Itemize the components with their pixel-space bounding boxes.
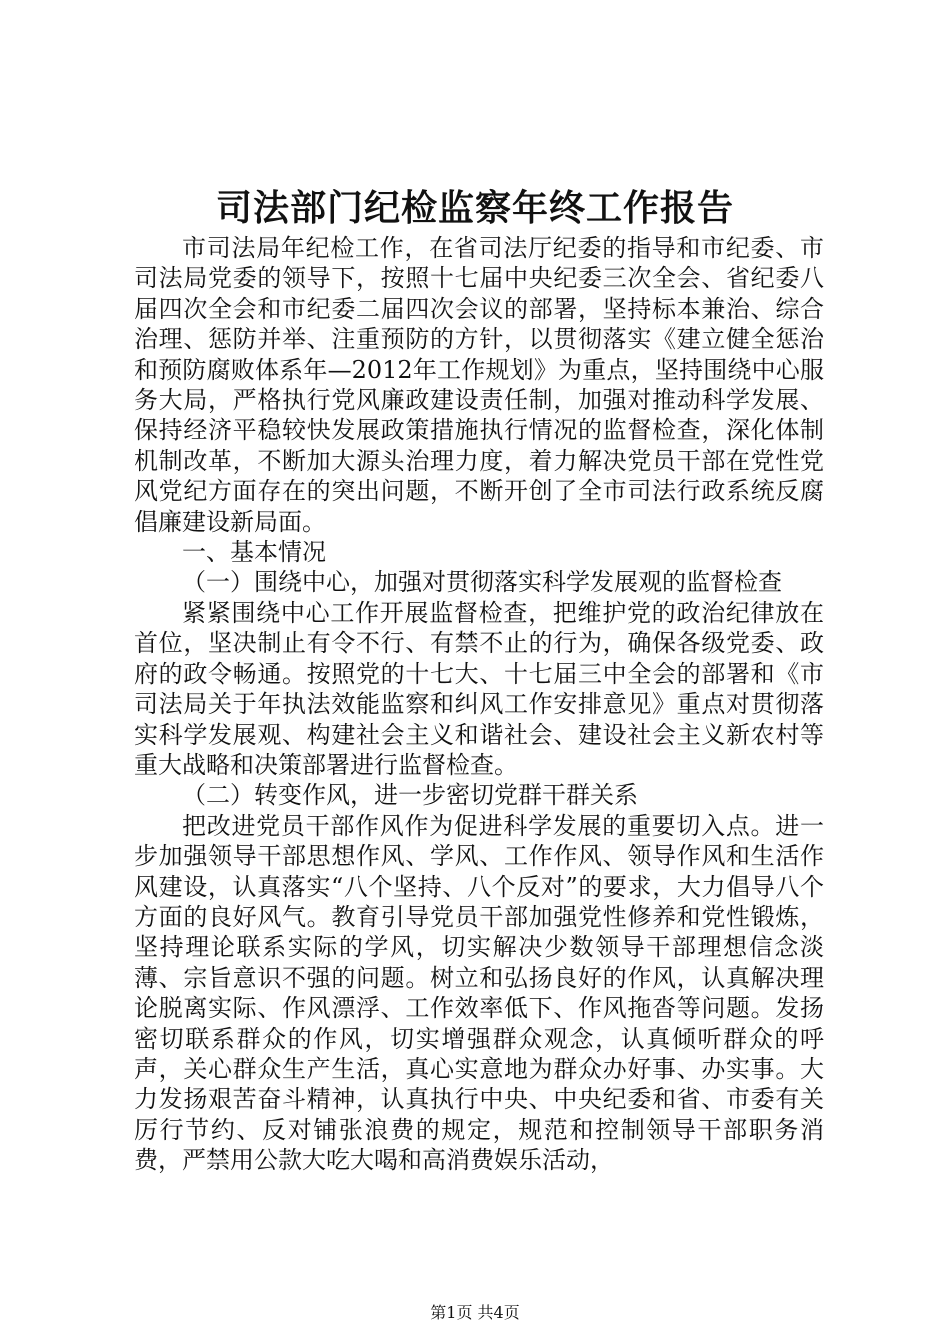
subsection-2-paragraph: 把改进党员干部作风作为促进科学发展的重要切入点。进一步加强领导干部思想作风、学风、工作作风、领导作风和生活作风建设，认真落实“八个坚持、八个反对”的要求，大力倡导八个方面的良好风气。教育引导党员干部加强党性修养和党性锻炼，坚持理论联系实际的学风，切实解决少数领导干部理想信念淡薄、宗旨意识不强的问题。树立和弘扬良好的作风，认真解决理论脱离实际、作风漂浮、工作效率低下、作风拖沓等问题。发扬密切联系群众的作风，切实增强群众观念，认真倾听群众的呼声，关心群众生产生活，真心实意地为群众办好事、办实事。大力发扬艰苦奋斗精神，认真执行中央、中央纪委和省、市委有关厉行节约、反对铺张浪费的规定，规范和控制领导干部职务消费，严禁用公款大吃大喝和高消费娱乐活动，	[134, 811, 824, 1175]
subsection-heading-1: （一）围绕中心，加强对贯彻落实科学发展观的监督检查	[182, 568, 782, 597]
intro-paragraph: 市司法局年纪检工作，在省司法厅纪委的指导和市纪委、市司法局党委的领导下，按照十七届中央纪委三次全会、省纪委八届四次全会和市纪委二届四次会议的部署，坚持标本兼治、综合治理、惩防并举、注重预防的方针，以贯彻落实《建立健全惩治和预防腐败体系年—2012年工作规划》为重点，坚持围绕中心服务大局，严格执行党风廉政建设责任制，加强对推动科学发展、保持经济平稳较快发展政策措施执行情况的监督检查，深化体制机制改革，不断加大源头治理力度，着力解决党员干部在党性党风党纪方面存在的突出问题，不断开创了全市司法行政系统反腐倡廉建设新局面。	[134, 234, 824, 536]
page-number-footer: 第1页 共4页	[430, 1303, 520, 1322]
document-title: 司法部门纪检监察年终工作报告	[215, 187, 734, 229]
subsection-1-paragraph: 紧紧围绕中心工作开展监督检查，把维护党的政治纪律放在首位，坚决制止有令不行、有禁不止的行为，确保各级党委、政府的政令畅通。按照党的十七大、十七届三中全会的部署和《市司法局关于年执法效能监察和纠风工作安排意见》重点对贯彻落实科学发展观、构建社会主义和谐社会、建设社会主义新农村等重大战略和决策部署进行监督检查。	[134, 598, 824, 779]
section-heading-basic-situation: 一、基本情况	[182, 538, 326, 567]
document-body	[134, 233, 824, 1176]
subsection-heading-2: （二）转变作风，进一步密切党群干群关系	[182, 781, 638, 810]
